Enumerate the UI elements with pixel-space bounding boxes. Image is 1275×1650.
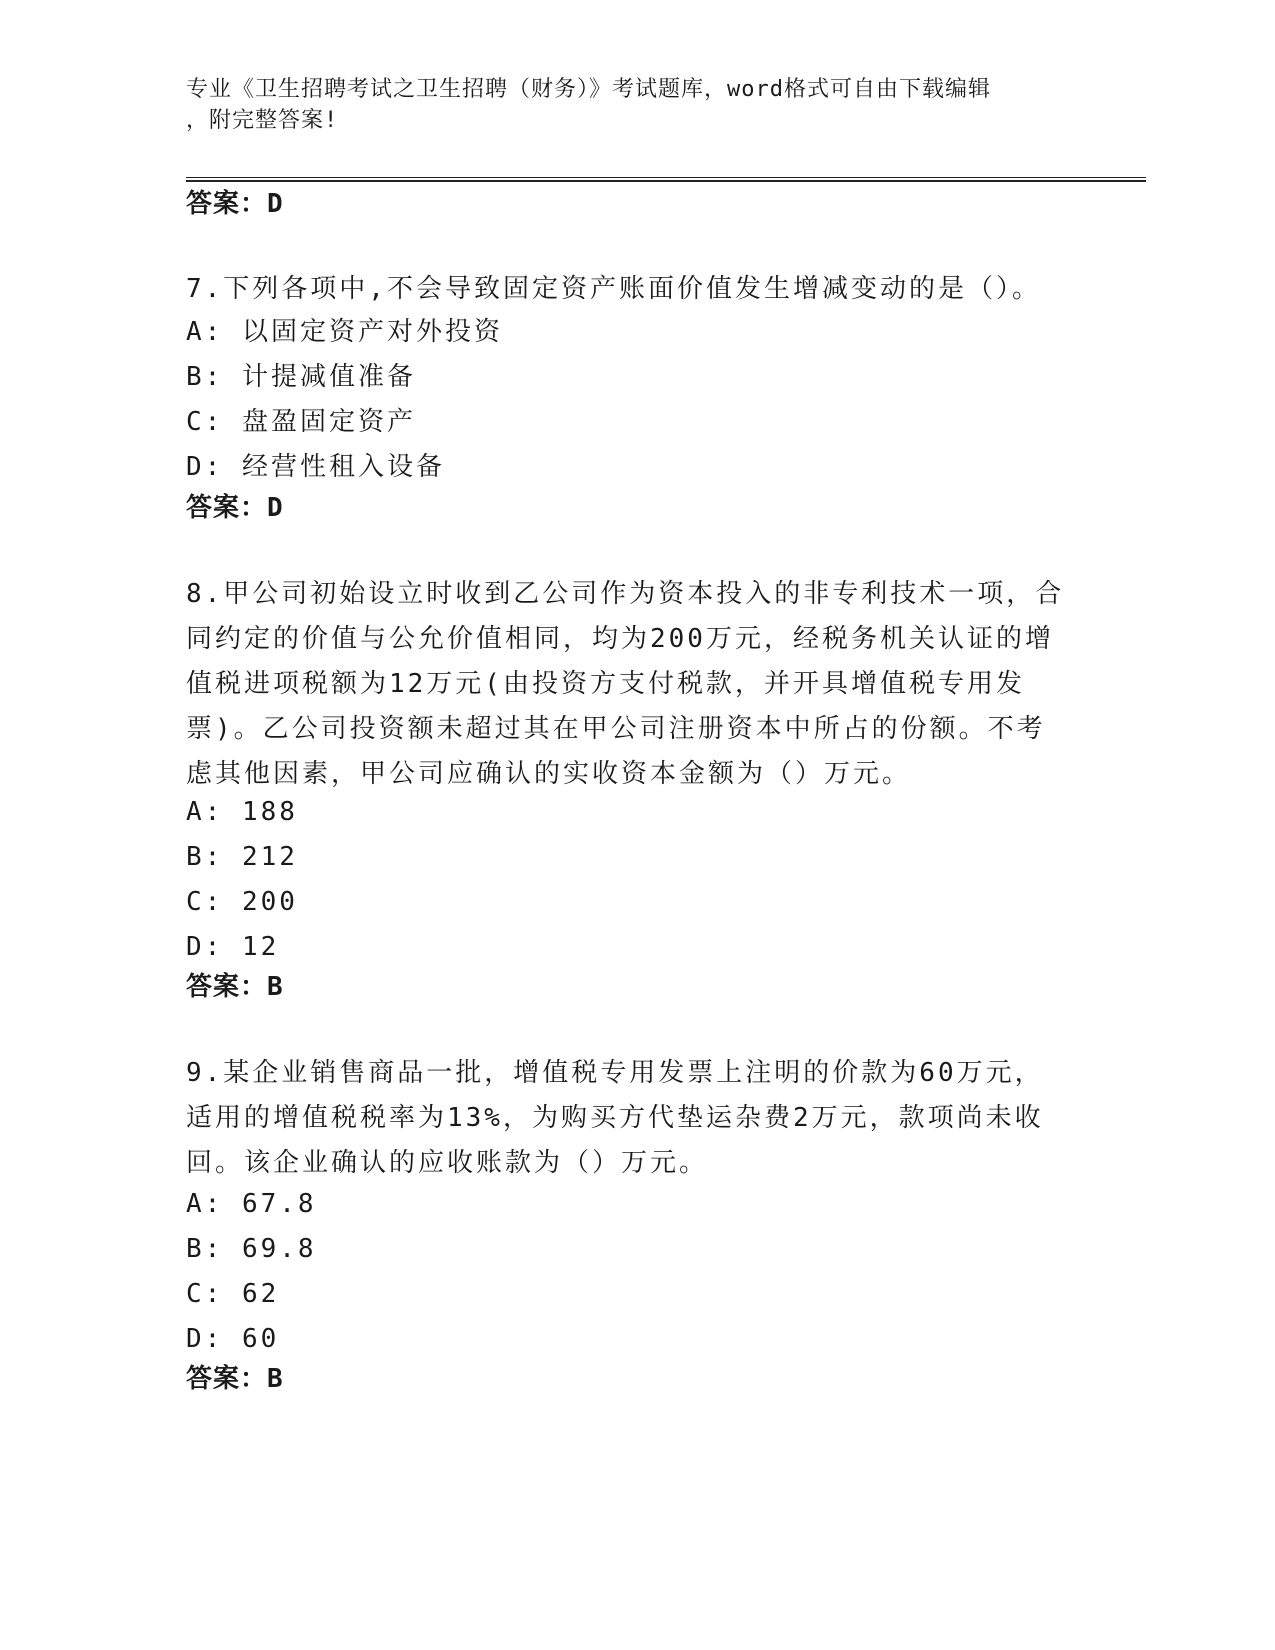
question-8-answer: 答案：B — [186, 972, 284, 1002]
option-a: A: 以固定资产对外投资 — [186, 317, 503, 347]
option-c: C: 200 — [186, 887, 298, 917]
question-9-options — [186, 1182, 317, 1362]
question-7-options — [186, 310, 503, 490]
option-b: B: 212 — [186, 842, 298, 872]
option-a: A: 188 — [186, 797, 298, 827]
question-8-options — [186, 790, 298, 970]
option-d: D: 60 — [186, 1324, 280, 1354]
header-title-line2: ，附完整答案! — [186, 108, 339, 133]
option-d: D: 经营性租入设备 — [186, 452, 445, 482]
question-9-answer: 答案：B — [186, 1364, 284, 1394]
question-8-text: 8.甲公司初始设立时收到乙公司作为资本投入的非专利技术一项，合同约定的价值与公允价值相同，均为200万元，经税务机关认证的增值税进项税额为12万元(由投资方支付税款，并开具增值税专用发票)。乙公司投资额未超过其在甲公司注册资本中所占的份额。不考虑其他因素，甲公司应确认的实收资本金额为（）万元。 — [186, 579, 1065, 789]
option-d: D: 12 — [186, 932, 280, 962]
header-divider — [186, 177, 1146, 182]
question-9-text: 9.某企业销售商品一批，增值税专用发票上注明的价款为60万元，适用的增值税税率为13%，为购买方代垫运杂费2万元，款项尚未收回。该企业确认的应收账款为（）万元。 — [186, 1058, 1044, 1178]
header-title-line1: 专业《卫生招聘考试之卫生招聘（财务）》考试题库，word格式可自由下载编辑 — [186, 77, 991, 102]
page-header — [186, 74, 1066, 136]
option-b: B: 69.8 — [186, 1234, 317, 1264]
previous-answer: 答案：D — [186, 189, 284, 219]
option-b: B: 计提减值准备 — [186, 362, 416, 392]
option-c: C: 盘盈固定资产 — [186, 407, 416, 437]
option-c: C: 62 — [186, 1279, 280, 1309]
question-7-answer: 答案：D — [186, 493, 284, 523]
option-a: A: 67.8 — [186, 1189, 317, 1219]
question-7-text: 7.下列各项中,不会导致固定资产账面价值发生增减变动的是（）。 — [186, 274, 1041, 304]
